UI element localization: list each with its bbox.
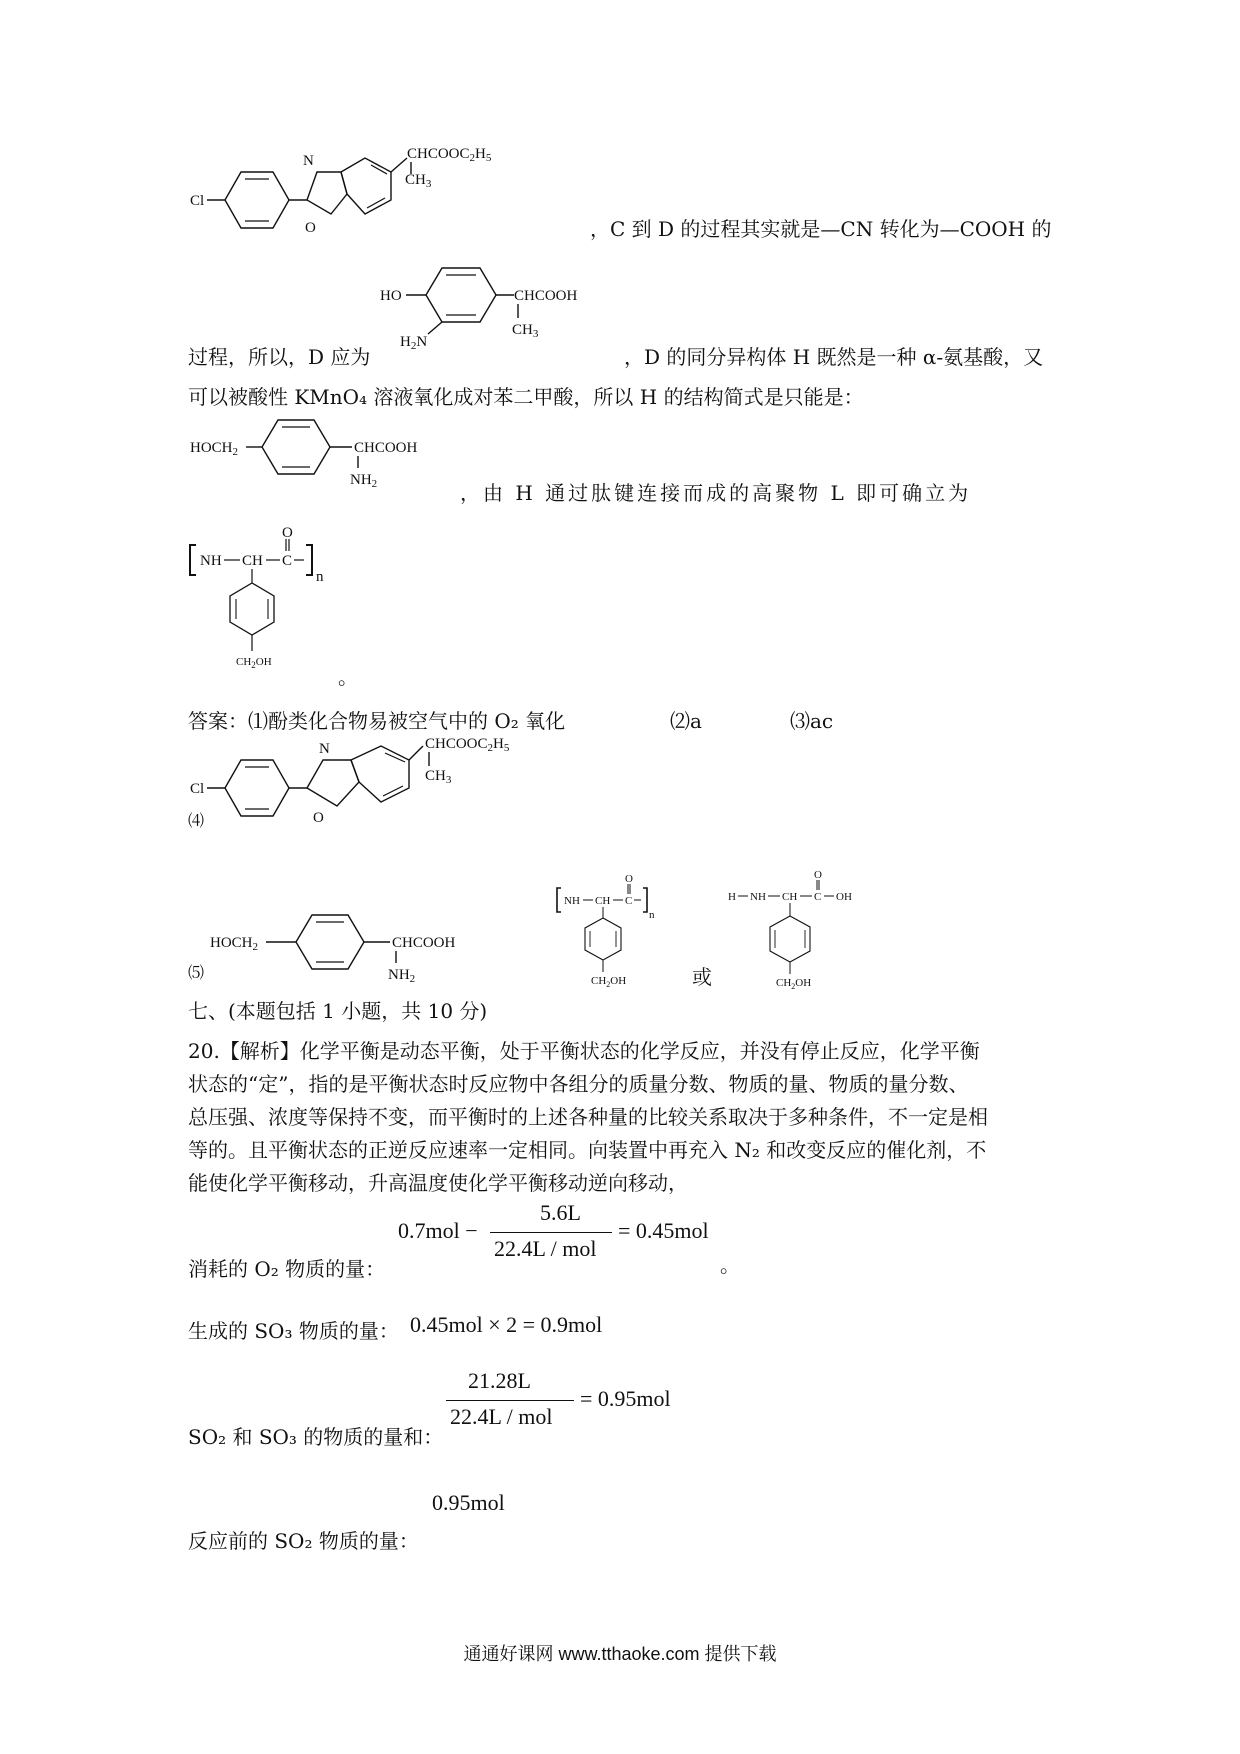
label-chcooh: CHCOOH [514,288,578,304]
answer-1: 答案：⑴酚类化合物易被空气中的 O₂ 氧化 [188,709,566,733]
o2-label: 消耗的 O₂ 物质的量： [188,1257,386,1281]
structure-h [190,410,460,490]
label-ch: CH [595,895,611,907]
so2-label: 反应前的 SO₂ 物质的量： [188,1529,419,1553]
atom-h2n: $H_2N$ [400,334,428,352]
text-or: 或 [692,965,712,989]
label-hoch2: $HOCH_2$ [190,440,239,458]
text-line-2b: ，D 的同分异构体 H 既然是一种 α-氨基酸，又 [624,345,1044,369]
atom-o: O [313,810,324,826]
o2-fraction-bar [490,1232,612,1233]
sum-fraction-denominator: 22.4L / mol [450,1404,553,1429]
label-o: O [814,869,822,881]
atom-o: O [305,220,316,236]
sum-label: SO₂ 和 SO₃ 的物质的量和： [188,1425,444,1449]
atom-ho: HO [380,288,402,304]
label-ch2oh: $CH_2OH$ [776,977,812,991]
atom-cl: Cl [190,193,205,209]
answer-3: ⑶ac [790,709,834,733]
text-line-3: 可以被酸性 KMnO₄ 溶液氧化成对苯二甲酸，所以 H 的结构简式是只能是： [188,385,864,409]
sum-expr-right: = 0.95mol [580,1386,671,1411]
label-c: C [625,895,633,907]
answer-4-label: ⑷ [188,811,205,830]
o2-expr-right: = 0.45mol [618,1218,709,1243]
label-nh2: $NH_2$ [388,967,416,985]
label-ch2oh: $CH_2OH$ [236,656,272,670]
structure-polymer-answer [555,872,695,992]
label-nh2: $NH_2$ [350,472,378,490]
label-ch2oh: $CH_2OH$ [591,975,627,989]
label-ch: CH [242,553,263,569]
label-chcooc2h5: $CHCOOC_2H_5$ [407,146,492,164]
structure-benzoxazole-ester-2 [185,738,605,828]
sum-fraction-bar [446,1400,574,1401]
label-c: C [814,891,822,903]
so3-expr: 0.45mol × 2 = 0.9mol [410,1312,603,1337]
o2-fraction-numerator: 5.6L [540,1200,581,1225]
q20-line-3: 总压强、浓度等保持不变，而平衡时的上述各种量的比较关系取决于多种条件，不一定是相 [188,1105,988,1129]
label-o: O [625,873,633,885]
label-hoch2: $HOCH_2$ [210,935,259,953]
text-line-1: ，C 到 D 的过程其实就是—CN 转化为—COOH 的 [590,217,1052,241]
answer-5-label: ⑸ [188,963,205,982]
structure-d [380,260,640,350]
q20-line-2: 状态的“定”，指的是平衡状态时反应物中各组分的质量分数、物质的量、物质的量分数、 [188,1072,969,1096]
label-h: H [728,891,736,903]
label-c: C [282,553,293,569]
label-ch3: $CH_3$ [512,322,539,340]
section-7-heading: 七、(本题包括 1 小题，共 10 分) [188,999,488,1023]
label-nh: NH [564,895,580,907]
atom-n: N [319,741,330,757]
text-line-5: 。 [338,665,358,689]
answer-2: ⑵a [670,709,702,733]
label-nh: NH [750,891,766,903]
text-line-2a: 过程，所以，D 应为 [188,345,371,369]
label-o: O [282,525,293,541]
o2-end-mark: 。 [720,1253,740,1277]
label-chcooc2h5: $CHCOOC_2H_5$ [425,736,510,754]
q20-line-1: 20.【解析】化学平衡是动态平衡，处于平衡状态的化学反应，并没有停止反应，化学平衡 [188,1039,980,1063]
label-ch3: $CH_3$ [405,172,432,190]
structure-monomer-answer [728,868,908,993]
footer-source: 通通好课网 www.tthaoke.com 提供下载 [463,1644,777,1664]
o2-expr-left: 0.7mol − [398,1218,478,1243]
label-ch: CH [782,891,798,903]
label-n: n [316,569,324,585]
label-chcooh: CHCOOH [392,935,456,951]
atom-cl: Cl [190,781,205,797]
so3-label: 生成的 SO₃ 物质的量： [188,1319,399,1343]
structure-polymer-l [188,525,368,685]
so2-expr: 0.95mol [432,1490,505,1515]
structure-benzoxazole-ester-1 [185,146,565,260]
sum-fraction-numerator: 21.28L [468,1368,531,1393]
atom-n: N [303,153,314,169]
o2-fraction-denominator: 22.4L / mol [494,1236,597,1261]
text-line-4: ，由 H 通过肽键连接而成的高聚物 L 即可确立为 [460,481,972,505]
structure-h-answer [210,905,500,985]
label-ch3: $CH_3$ [425,768,452,786]
label-n: n [649,909,655,921]
label-oh: OH [836,891,852,903]
q20-line-5: 能使化学平衡移动，升高温度使化学平衡移动逆向移动， [188,1171,688,1195]
label-chcooh: CHCOOH [354,440,418,456]
q20-line-4: 等的。且平衡状态的正逆反应速率一定相同。向装置中再充入 N₂ 和改变反应的催化剂，不 [188,1138,987,1162]
label-nh: NH [200,553,222,569]
